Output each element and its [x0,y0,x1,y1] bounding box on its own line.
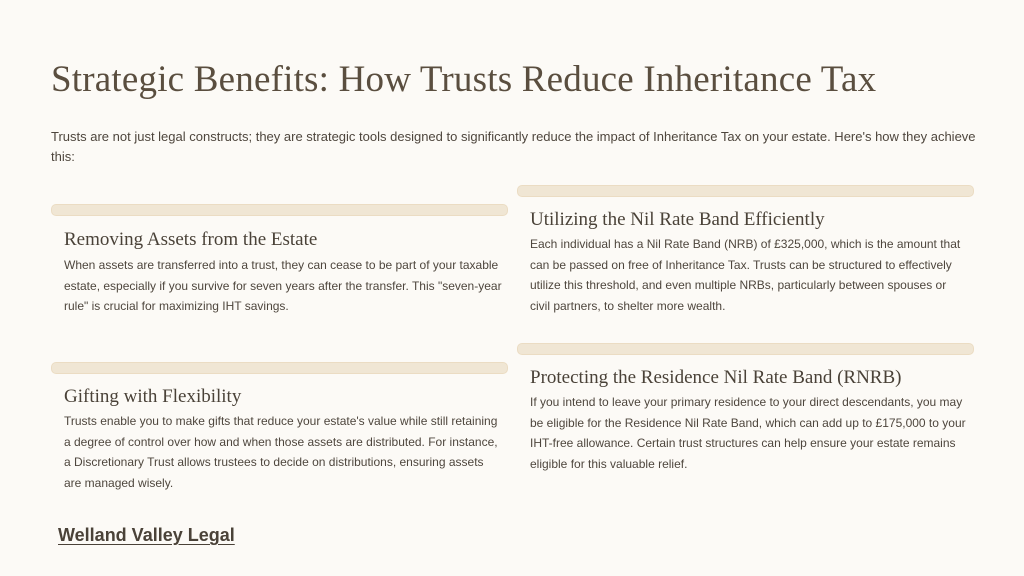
card-removing-assets [51,204,508,317]
card-gifting-flexibility [51,362,508,493]
card-accent-bar [51,362,508,374]
card-accent-bar [51,204,508,216]
card-title: Utilizing the Nil Rate Band Efficiently [530,209,825,230]
card-nil-rate-band [517,185,974,316]
page-title: Strategic Benefits: How Trusts Reduce Inheritance Tax [51,59,877,100]
card-body: If you intend to leave your primary residence to your direct descendants, you may be eligible for the Residence Nil Rate Band, which can add up to £175,000 to your IHT-free allowance. Certain trust structures can help ensure your estate remains eligible for this valuable relief. [530,395,966,471]
card-title: Removing Assets from the Estate [64,229,318,250]
card-body: Each individual has a Nil Rate Band (NRB) of £325,000, which is the amount that can be passed on free of Inheritance Tax. Trusts can be structured to effectively utilize this threshold, and even multiple NRBs, particularly between spouses or civil partners, to shelter more wealth. [530,237,961,313]
brand-link[interactable]: Welland Valley Legal [58,525,235,545]
card-body: Trusts enable you to make gifts that reduce your estate's value while still retaining a degree of control over how and when those assets are distributed. For instance, a Discretionary Trust allows trustees to decide on distributions, ensuring assets are managed wisely. [64,414,498,490]
intro-text: Trusts are not just legal constructs; they are strategic tools designed to significantly reduce the impact of Inheritance Tax on your estate. Here's how they achieve this: [51,129,976,164]
card-residence-nil-rate-band [517,343,974,474]
card-title: Gifting with Flexibility [64,386,242,407]
card-title: Protecting the Residence Nil Rate Band (RNRB) [530,367,902,388]
card-body: When assets are transferred into a trust, they can cease to be part of your taxable estate, especially if you survive for seven years after the transfer. This "seven-year rule" is crucial for maximizing IHT savings. [64,258,502,313]
card-accent-bar [517,185,974,197]
card-accent-bar [517,343,974,355]
